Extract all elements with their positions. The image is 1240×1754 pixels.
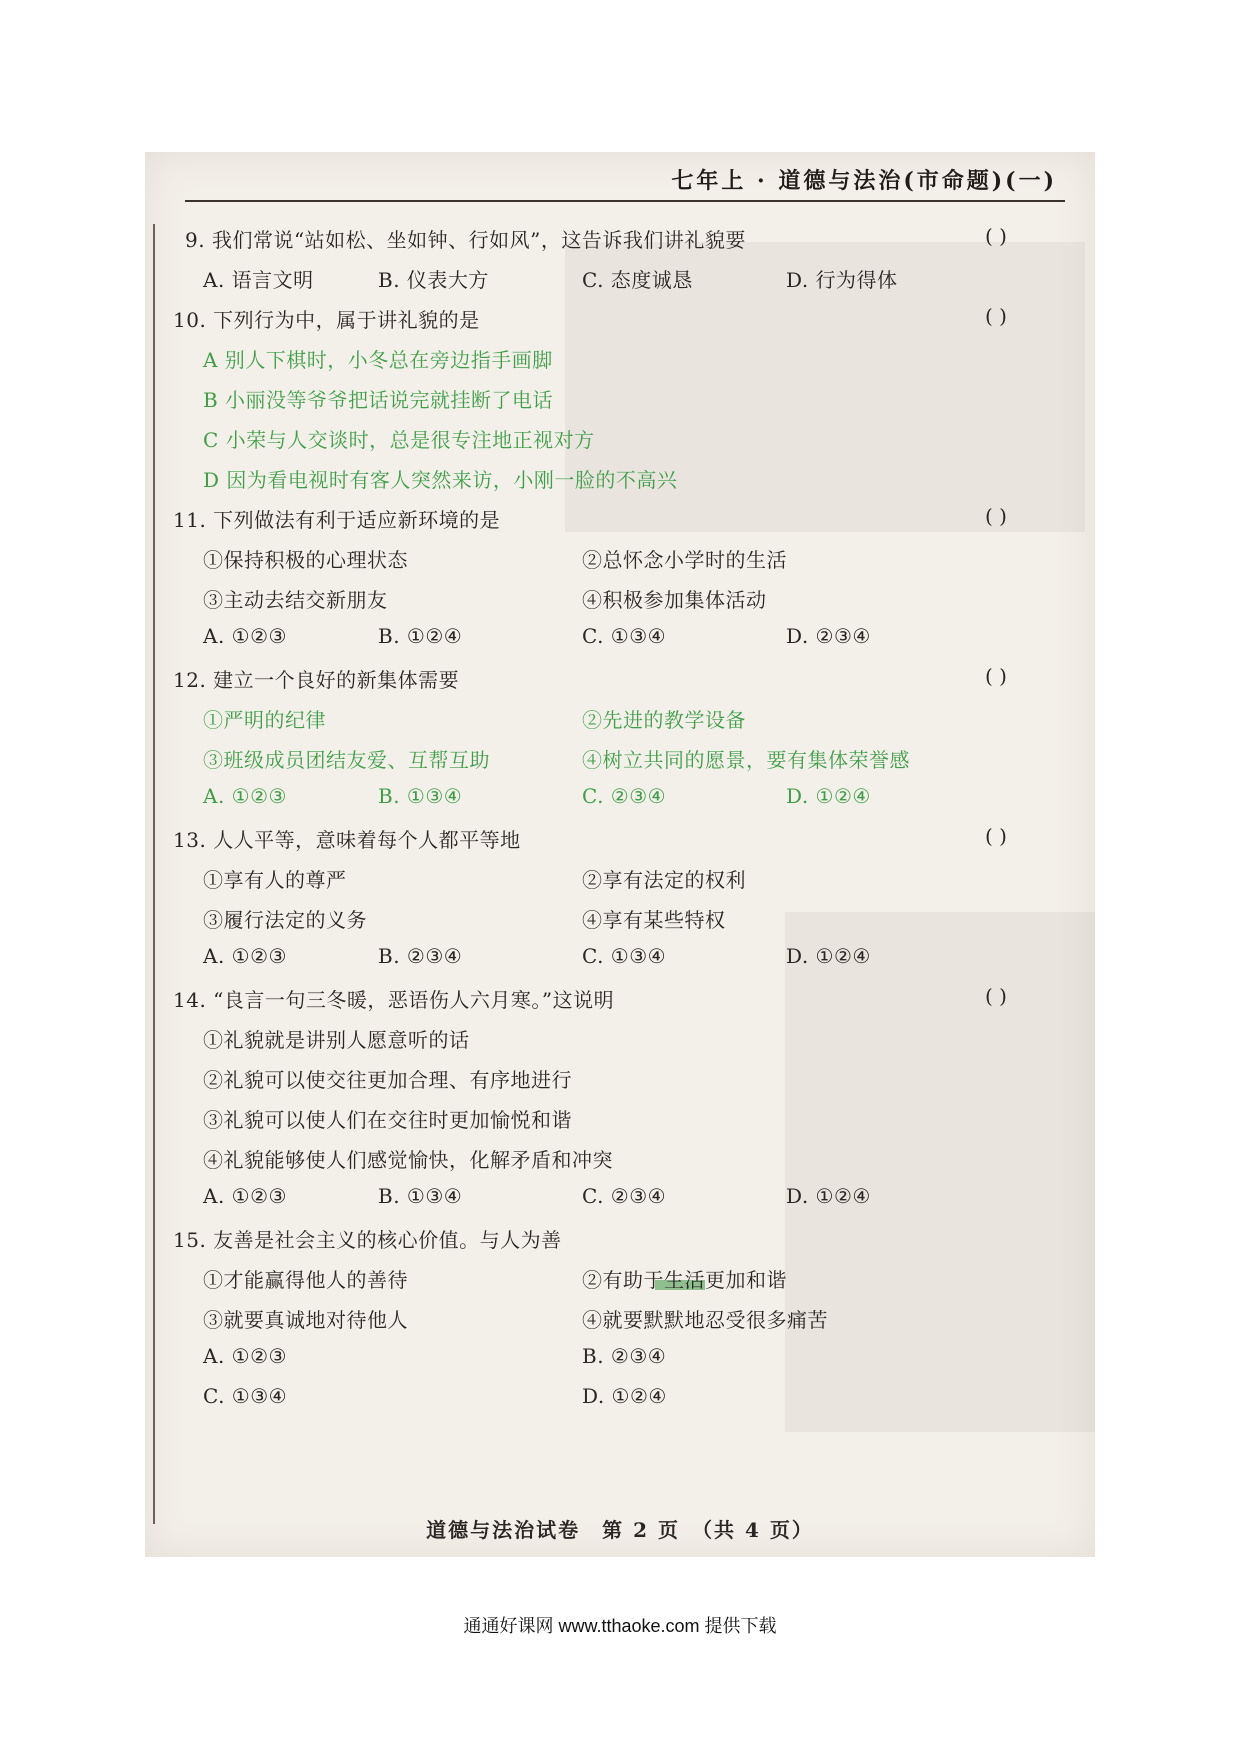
q12-stem: 12. 建立一个良好的新集体需要: [173, 668, 460, 692]
q14-option-b: B. ①③④: [378, 1184, 463, 1208]
q9-option-b: B. 仪表大方: [378, 268, 489, 292]
q15-item-2: ②有助于生活更加和谐: [582, 1268, 787, 1292]
q15-item-1: ①才能赢得他人的善待: [203, 1268, 408, 1292]
q9-option-a: A. 语言文明: [203, 268, 314, 292]
q12-option-c: C. ②③④: [582, 784, 667, 808]
q9-option-c: C. 态度诚恳: [582, 268, 693, 292]
q14-item-3: ③礼貌可以使人们在交往时更加愉悦和谐: [203, 1108, 572, 1132]
q12-item-3: ③班级成员团结友爱、互帮互助: [203, 748, 490, 772]
q13-option-b: B. ②③④: [378, 944, 463, 968]
q13-option-d: D. ①②④: [786, 944, 871, 968]
q14-option-a: A. ①②③: [203, 1184, 287, 1208]
q12-option-a: A. ①②③: [203, 784, 287, 808]
q13-item-3: ③履行法定的义务: [203, 908, 367, 932]
header-rule: [185, 200, 1065, 202]
q12-item-4: ④树立共同的愿景，要有集体荣誉感: [582, 748, 910, 772]
q15-option-c: C. ①③④: [203, 1384, 288, 1408]
q13-item-4: ④享有某些特权: [582, 908, 726, 932]
q14-item-2: ②礼貌可以使交往更加合理、有序地进行: [203, 1068, 572, 1092]
q14-item-4: ④礼貌能够使人们感觉愉快，化解矛盾和冲突: [203, 1148, 613, 1172]
q10-option-a: A 别人下棋时，小冬总在旁边指手画脚: [203, 348, 553, 372]
q11-item-4: ④积极参加集体活动: [582, 588, 767, 612]
q10-option-b: B 小丽没等爷爷把话说完就挂断了电话: [203, 388, 554, 412]
q14-stem: 14. “良言一句三冬暖，恶语伤人六月寒。”这说明: [173, 988, 615, 1012]
q9-stem: 9. 我们常说“站如松、坐如钟、行如风”，这告诉我们讲礼貌要: [185, 228, 746, 252]
q13-option-a: A. ①②③: [203, 944, 287, 968]
q13-stem: 13. 人人平等，意味着每个人都平等地: [173, 828, 521, 852]
q13-item-2: ②享有法定的权利: [582, 868, 746, 892]
page-footer: 道德与法治试卷 第 2 页 （共 4 页）: [426, 1518, 814, 1542]
header-title: 七年上 · 道德与法治(市命题): [671, 168, 1006, 194]
q11-item-1: ①保持积极的心理状态: [203, 548, 408, 572]
q13-option-c: C. ①③④: [582, 944, 667, 968]
q11-option-a: A. ①②③: [203, 624, 287, 648]
q15-item-4: ④就要默默地忍受很多痛苦: [582, 1308, 828, 1332]
q15-item-3: ③就要真诚地对待他人: [203, 1308, 408, 1332]
q12-option-d: D. ①②④: [786, 784, 871, 808]
header-number: (一): [1005, 168, 1057, 194]
q11-answer-blank: ( ): [985, 504, 1007, 528]
q15-option-a: A. ①②③: [203, 1344, 287, 1368]
q15-option-b: B. ②③④: [582, 1344, 667, 1368]
q11-item-2: ②总怀念小学时的生活: [582, 548, 787, 572]
q9-option-d: D. 行为得体: [786, 268, 898, 292]
q14-item-1: ①礼貌就是讲别人愿意听的话: [203, 1028, 470, 1052]
margin-rule: [153, 224, 155, 1524]
q11-option-d: D. ②③④: [786, 624, 871, 648]
q14-option-c: C. ②③④: [582, 1184, 667, 1208]
q14-option-d: D. ①②④: [786, 1184, 871, 1208]
q11-option-c: C. ①③④: [582, 624, 667, 648]
q11-item-3: ③主动去结交新朋友: [203, 588, 388, 612]
q10-stem: 10. 下列行为中，属于讲礼貌的是: [173, 308, 480, 332]
q12-option-b: B. ①③④: [378, 784, 463, 808]
q14-answer-blank: ( ): [985, 984, 1007, 1008]
q10-option-c: C 小荣与人交谈时，总是很专注地正视对方: [203, 428, 595, 452]
bleed-through-image: [785, 912, 1095, 1432]
q12-item-2: ②先进的教学设备: [582, 708, 746, 732]
exam-page: [145, 152, 1095, 1557]
q13-item-1: ①享有人的尊严: [203, 868, 347, 892]
q15-option-d: D. ①②④: [582, 1384, 667, 1408]
q10-answer-blank: ( ): [985, 304, 1007, 328]
q10-option-d: D 因为看电视时有客人突然来访，小刚一脸的不高兴: [203, 468, 678, 492]
q12-item-1: ①严明的纪律: [203, 708, 326, 732]
q15-stem: 15. 友善是社会主义的核心价值。与人为善: [173, 1228, 562, 1252]
download-watermark: 通通好课网 www.tthaoke.com 提供下载: [463, 1616, 777, 1636]
page-header: [671, 164, 1057, 195]
q11-option-b: B. ①②④: [378, 624, 463, 648]
q9-answer-blank: ( ): [985, 224, 1007, 248]
q12-answer-blank: ( ): [985, 664, 1007, 688]
q13-answer-blank: ( ): [985, 824, 1007, 848]
q11-stem: 11. 下列做法有利于适应新环境的是: [173, 508, 501, 532]
